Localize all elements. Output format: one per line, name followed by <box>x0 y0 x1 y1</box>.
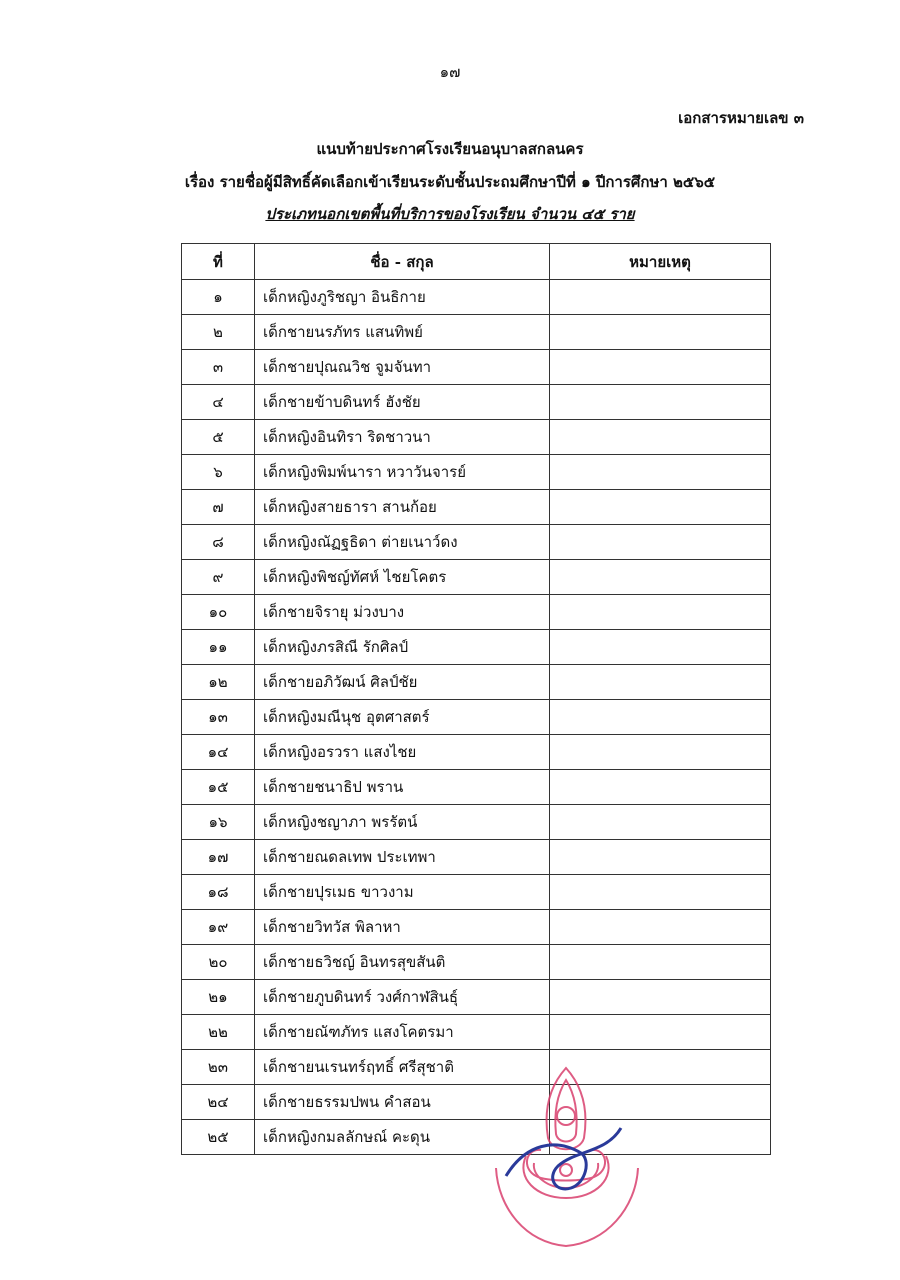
remark-cell <box>550 455 771 490</box>
remark-cell <box>550 560 771 595</box>
table-header-row <box>182 244 771 280</box>
remark-cell <box>550 315 771 350</box>
table-row <box>182 315 771 350</box>
student-name-cell <box>255 385 550 420</box>
page-number: ๑๗ <box>439 63 461 81</box>
student-name: เด็กชายภูบดินทร์ วงศ์กาฬสินธุ์ <box>263 988 459 1006</box>
heading-attachment: แนบท้ายประกาศโรงเรียนอนุบาลสกลนคร <box>316 140 584 158</box>
remark-cell <box>550 770 771 805</box>
student-name-cell <box>255 1015 550 1050</box>
table-row <box>182 525 771 560</box>
heading-subject: เรื่อง รายชื่อผู้มีสิทธิ์คัดเลือกเข้าเรียนระดับชั้นประถมศึกษาปีที่ ๑ ปีการศึกษา ๒๕๖๕ <box>184 173 716 191</box>
row-number: ๑๖ <box>182 805 255 840</box>
row-number: ๙ <box>182 560 255 595</box>
row-number: ๑ <box>182 280 255 315</box>
row-number: ๑๗ <box>182 840 255 875</box>
row-number: ๒๓ <box>182 1050 255 1085</box>
student-name: เด็กชายอภิวัฒน์ ศิลป์ชัย <box>263 673 418 691</box>
student-name-cell <box>255 630 550 665</box>
table-row <box>182 1015 771 1050</box>
student-name-cell <box>255 315 550 350</box>
student-name: เด็กหญิงมณีนุช อุตศาสตร์ <box>263 708 430 726</box>
header-name: ชื่อ - สกุล <box>255 244 550 280</box>
student-name: เด็กหญิงภรสิณี รักศิลป์ <box>263 638 409 656</box>
student-name-cell <box>255 735 550 770</box>
row-number: ๑๙ <box>182 910 255 945</box>
student-name-cell <box>255 770 550 805</box>
row-number: ๘ <box>182 525 255 560</box>
row-number: ๑๘ <box>182 875 255 910</box>
row-number: ๑๐ <box>182 595 255 630</box>
student-name: เด็กหญิงกมลลักษณ์ คะดุน <box>263 1128 431 1146</box>
student-name-cell <box>255 700 550 735</box>
remark-cell <box>550 420 771 455</box>
row-number: ๒๑ <box>182 980 255 1015</box>
row-number: ๗ <box>182 490 255 525</box>
remark-cell <box>550 350 771 385</box>
table-row <box>182 1120 771 1155</box>
row-number: ๒๕ <box>182 1120 255 1155</box>
student-name-cell <box>255 945 550 980</box>
student-name: เด็กชายชนาธิป พราน <box>263 778 404 796</box>
student-name: เด็กชายปุณณวิช จูมจันทา <box>263 358 432 376</box>
table-row <box>182 1050 771 1085</box>
heading-category: ประเภทนอกเขตพื้นที่บริการของโรงเรียน จำนวน ๔๕ ราย <box>265 205 635 223</box>
table-row <box>182 420 771 455</box>
table-row <box>182 560 771 595</box>
remark-cell <box>550 735 771 770</box>
student-name-cell <box>255 560 550 595</box>
table-row <box>182 770 771 805</box>
student-name-cell <box>255 525 550 560</box>
table-row <box>182 455 771 490</box>
table-row <box>182 875 771 910</box>
table-row <box>182 280 771 315</box>
remark-cell <box>550 280 771 315</box>
remark-cell <box>550 840 771 875</box>
row-number: ๑๑ <box>182 630 255 665</box>
student-name: เด็กหญิงสายธารา สานก้อย <box>263 498 437 516</box>
student-name: เด็กชายปุรเมธ ขาวงาม <box>263 883 414 901</box>
remark-cell <box>550 595 771 630</box>
table-row <box>182 665 771 700</box>
student-name: เด็กชายวิทวัส พิลาหา <box>263 918 401 936</box>
remark-cell <box>550 945 771 980</box>
table-row <box>182 630 771 665</box>
student-name: เด็กหญิงพิมพ์นารา หวาวันจารย์ <box>263 463 466 481</box>
table-row <box>182 980 771 1015</box>
remark-cell <box>550 875 771 910</box>
student-name-cell <box>255 665 550 700</box>
table-row <box>182 595 771 630</box>
header-no: ที่ <box>182 244 255 280</box>
school-seal-stamp <box>486 1058 656 1258</box>
table-row <box>182 350 771 385</box>
remark-cell <box>550 525 771 560</box>
student-name: เด็กหญิงพิชญ์ทัศห์ ไชยโคตร <box>263 568 447 586</box>
table-row <box>182 1085 771 1120</box>
student-name: เด็กชายข้าบดินทร์ ฮังชัย <box>263 393 421 411</box>
student-name-cell <box>255 350 550 385</box>
row-number: ๑๔ <box>182 735 255 770</box>
student-name-cell <box>255 595 550 630</box>
student-name: เด็กชายณดลเทพ ประเทพา <box>263 848 436 866</box>
row-number: ๒๐ <box>182 945 255 980</box>
row-number: ๕ <box>182 420 255 455</box>
remark-cell <box>550 980 771 1015</box>
student-name: เด็กชายณัฑภัทร แสงโคตรมา <box>263 1023 454 1041</box>
student-name-cell <box>255 910 550 945</box>
row-number: ๓ <box>182 350 255 385</box>
remark-cell <box>550 805 771 840</box>
remark-cell <box>550 665 771 700</box>
table-row <box>182 945 771 980</box>
student-name-cell <box>255 875 550 910</box>
student-name-cell <box>255 840 550 875</box>
remark-cell <box>550 385 771 420</box>
remark-cell <box>550 490 771 525</box>
student-name-cell <box>255 280 550 315</box>
student-name-cell <box>255 420 550 455</box>
row-number: ๒๔ <box>182 1085 255 1120</box>
student-name: เด็กชายจิรายุ ม่วงบาง <box>263 603 405 621</box>
table-row <box>182 735 771 770</box>
row-number: ๑๓ <box>182 700 255 735</box>
row-number: ๔ <box>182 385 255 420</box>
document-number: เอกสารหมายเลข ๓ <box>678 109 804 127</box>
student-name: เด็กชายนรภัทร แสนทิพย์ <box>263 323 423 341</box>
row-number: ๒ <box>182 315 255 350</box>
table-row <box>182 910 771 945</box>
student-name: เด็กชายนเรนทร์ฤทธิ์ ศรีสุชาติ <box>263 1058 454 1076</box>
student-name-cell <box>255 490 550 525</box>
remark-cell <box>550 910 771 945</box>
table-row <box>182 840 771 875</box>
table-row <box>182 700 771 735</box>
table-row <box>182 385 771 420</box>
table-body <box>182 280 771 1155</box>
row-number: ๖ <box>182 455 255 490</box>
student-name: เด็กหญิงณัฏฐธิดา ต่ายเนาว์ดง <box>263 533 458 551</box>
table-row <box>182 805 771 840</box>
student-roster-table <box>181 243 771 1155</box>
student-name: เด็กหญิงภูริชญา อินธิกาย <box>263 288 426 306</box>
row-number: ๑๒ <box>182 665 255 700</box>
remark-cell <box>550 700 771 735</box>
remark-cell <box>550 1015 771 1050</box>
header-remark: หมายเหตุ <box>550 244 771 280</box>
student-name: เด็กชายธรรมปพน คำสอน <box>263 1093 431 1111</box>
student-name-cell <box>255 980 550 1015</box>
student-name: เด็กชายธวิชญ์ อินทรสุขสันติ <box>263 953 446 971</box>
row-number: ๒๒ <box>182 1015 255 1050</box>
table-row <box>182 490 771 525</box>
student-name: เด็กหญิงชญาภา พรรัตน์ <box>263 813 418 831</box>
student-name-cell <box>255 455 550 490</box>
student-name-cell <box>255 805 550 840</box>
student-name: เด็กหญิงอินทิรา ริดชาวนา <box>263 428 431 446</box>
row-number: ๑๕ <box>182 770 255 805</box>
remark-cell <box>550 630 771 665</box>
student-name: เด็กหญิงอรวรา แสงไชย <box>263 743 417 761</box>
